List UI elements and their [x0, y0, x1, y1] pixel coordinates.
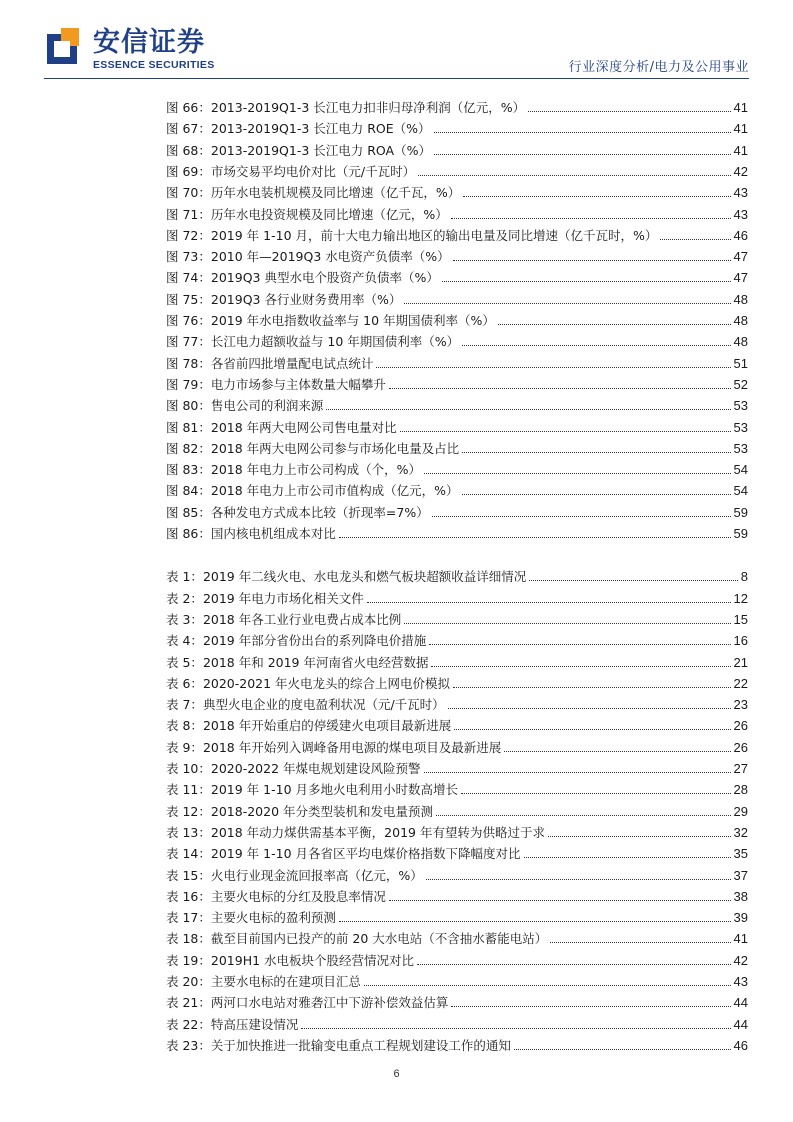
figure-title: 2018 年电力上市公司构成（个，%）	[210, 462, 422, 478]
table-page: 38	[733, 888, 748, 904]
table-entry[interactable]	[166, 735, 748, 756]
dot-leader	[451, 218, 731, 219]
figure-entry[interactable]	[166, 457, 748, 478]
table-label: 表 3：	[166, 611, 203, 627]
table-title: 2019 年部分省份出台的系列降电价措施	[202, 633, 427, 649]
table-entry[interactable]	[166, 607, 748, 628]
figure-label: 图 74：	[166, 270, 211, 286]
table-label: 表 9：	[166, 739, 203, 755]
dot-leader	[418, 175, 730, 176]
table-label: 表 13：	[166, 824, 211, 840]
dot-leader	[463, 196, 730, 197]
table-page: 39	[733, 910, 748, 926]
figure-entry[interactable]	[166, 223, 748, 244]
figure-page: 48	[733, 334, 748, 350]
dot-leader	[451, 1006, 730, 1007]
figure-entry[interactable]	[166, 436, 748, 457]
figure-title: 2019Q3 典型水电个股资产负债率（%）	[210, 270, 439, 286]
figure-page: 59	[733, 526, 748, 541]
dot-leader	[529, 580, 738, 581]
figure-label: 图 76：	[166, 313, 211, 328]
table-title: 2019 年二线火电、水电龙头和燃气板块超额收益详细情况	[202, 569, 527, 585]
dot-leader	[453, 687, 730, 688]
table-label: 表 1：	[166, 569, 203, 585]
table-page: 46	[733, 1037, 748, 1053]
table-page: 29	[733, 803, 748, 819]
table-entry[interactable]	[166, 969, 748, 990]
table-label: 表 22：	[166, 1016, 211, 1032]
table-label: 表 14：	[166, 846, 211, 862]
figure-entry[interactable]	[166, 521, 748, 542]
table-page: 12	[733, 590, 748, 606]
table-label: 表 2：	[166, 590, 203, 606]
table-page: 32	[733, 824, 748, 840]
table-title: 主要火电标的分红及股息率情况	[210, 888, 386, 904]
figure-page: 54	[733, 483, 748, 499]
table-title: 2019 年 1-10 月各省区平均电煤价格指数下降幅度对比	[210, 846, 521, 862]
figure-title: 电力市场参与主体数量大幅攀升	[210, 376, 386, 392]
dot-leader	[462, 452, 730, 453]
table-label: 表 4：	[166, 633, 203, 649]
figure-label: 图 69：	[166, 163, 211, 179]
table-title: 火电行业现金流回报率高（亿元，%）	[210, 867, 423, 883]
figure-label: 图 66：	[166, 100, 211, 115]
table-title: 特高压建设情况	[210, 1016, 299, 1032]
table-page: 41	[733, 931, 748, 947]
figure-entry[interactable]	[166, 478, 748, 499]
table-page: 23	[733, 697, 748, 713]
table-label: 表 10：	[166, 761, 211, 776]
figure-page: 47	[733, 270, 748, 286]
figure-title: 2010 年—2019Q3 水电资产负债率（%）	[210, 249, 450, 265]
dot-leader	[548, 836, 731, 837]
table-entry[interactable]	[166, 905, 748, 926]
table-entry[interactable]	[166, 799, 748, 820]
figure-page: 53	[733, 398, 748, 414]
figure-title: 2018 年两大电网公司参与市场化电量及占比	[210, 440, 460, 456]
dot-leader	[442, 281, 731, 282]
figure-title: 历年水电投资规模及同比增速（亿元，%）	[210, 206, 448, 222]
figure-page: 43	[733, 185, 748, 201]
figure-page: 41	[733, 142, 748, 158]
table-entry[interactable]	[166, 884, 748, 905]
figure-entry[interactable]	[166, 329, 748, 350]
brand-logo	[47, 27, 215, 74]
table-title: 2018-2020 年分类型装机和发电量预测	[210, 803, 433, 819]
report-type: 行业深度分析/电力及公用事业	[568, 60, 749, 75]
figure-page: 53	[733, 419, 748, 435]
figure-label: 图 83：	[166, 462, 211, 478]
table-entry[interactable]	[166, 948, 748, 969]
table-entry[interactable]	[166, 586, 748, 607]
figure-page: 48	[733, 313, 748, 328]
figure-page: 48	[733, 291, 748, 307]
figure-title: 售电公司的利润来源	[210, 398, 324, 414]
figure-label: 图 79：	[166, 376, 211, 392]
figure-title: 2019 年水电指数收益率与 10 年期国债利率（%）	[210, 313, 495, 328]
dot-leader	[660, 239, 730, 240]
dot-leader	[424, 772, 731, 773]
figure-page: 53	[733, 440, 748, 456]
figure-entry[interactable]	[166, 180, 748, 201]
figure-title: 2018 年电力上市公司市值构成（亿元，%）	[210, 483, 459, 499]
table-label: 表 7：	[166, 697, 203, 713]
table-label: 表 23：	[166, 1037, 211, 1053]
dot-leader	[462, 494, 731, 495]
dot-leader	[504, 751, 730, 752]
table-page: 22	[733, 675, 748, 691]
dot-leader	[528, 111, 730, 112]
figure-label: 图 68：	[166, 142, 211, 158]
figure-title: 2013-2019Q1-3 长江电力扣非归母净利润（亿元，%）	[210, 100, 526, 115]
page-number: 6	[393, 1068, 400, 1080]
dot-leader	[367, 602, 731, 603]
figure-label: 图 85：	[166, 504, 211, 520]
dot-leader	[462, 345, 730, 346]
dot-leader	[389, 388, 731, 389]
table-page: 26	[733, 718, 748, 734]
table-label: 表 18：	[166, 931, 211, 947]
table-label: 表 17：	[166, 910, 211, 926]
table-label: 表 15：	[166, 867, 211, 883]
table-label: 表 11：	[166, 782, 211, 798]
table-title: 主要火电标的盈利预测	[210, 910, 336, 926]
table-title: 2018 年和 2019 年河南省火电经营数据	[202, 654, 429, 670]
dot-leader	[389, 900, 731, 901]
figure-entry[interactable]	[166, 244, 748, 265]
header-divider	[44, 78, 749, 79]
figure-label: 图 72：	[166, 227, 211, 243]
figure-title: 2018 年两大电网公司售电量对比	[210, 419, 397, 435]
table-page: 8	[740, 569, 748, 585]
figure-entry[interactable]	[166, 415, 748, 436]
table-page: 15	[733, 611, 748, 627]
dot-leader	[514, 1049, 731, 1050]
figure-page: 59	[733, 504, 748, 520]
dot-leader	[550, 942, 730, 943]
dot-leader	[404, 623, 730, 624]
dot-leader	[417, 964, 731, 965]
dot-leader	[453, 260, 731, 261]
dot-leader	[434, 132, 731, 133]
table-label: 表 5：	[166, 654, 203, 670]
figure-entry[interactable]	[166, 351, 748, 372]
table-label: 表 8：	[166, 718, 203, 734]
dot-leader	[426, 879, 731, 880]
dot-leader	[326, 409, 730, 410]
dot-leader	[400, 431, 731, 432]
figure-label: 图 80：	[166, 398, 211, 414]
table-page: 16	[733, 633, 748, 649]
table-page: 42	[733, 952, 748, 968]
dot-leader	[434, 154, 731, 155]
figure-title: 2019 年 1-10 月，前十大电力输出地区的输出电量及同比增速（亿千瓦时，%）	[210, 227, 658, 243]
table-page: 27	[733, 761, 748, 776]
figure-page: 41	[733, 121, 748, 137]
dot-leader	[498, 324, 731, 325]
table-entry[interactable]	[166, 863, 748, 884]
dot-leader	[339, 537, 731, 538]
table-title: 2018 年开始重启的停缓建火电项目最新进展	[202, 718, 452, 734]
figure-label: 图 70：	[166, 185, 211, 201]
figure-label: 图 81：	[166, 419, 211, 435]
table-page: 28	[733, 782, 748, 798]
figure-label: 图 67：	[166, 121, 211, 137]
table-title: 2018 年各工业行业电费占成本比例	[202, 611, 402, 627]
figure-label: 图 77：	[166, 334, 211, 350]
figure-title: 市场交易平均电价对比（元/千瓦时）	[210, 163, 416, 179]
brand-name-cn: 安信证券	[93, 27, 205, 58]
table-title: 主要水电标的在建项目汇总	[210, 974, 361, 989]
table-page: 26	[733, 739, 748, 755]
table-entry[interactable]	[166, 777, 748, 798]
dot-leader	[429, 644, 730, 645]
figure-label: 图 84：	[166, 483, 211, 499]
table-entry[interactable]	[166, 713, 748, 734]
figure-title: 2013-2019Q1-3 长江电力 ROA（%）	[210, 142, 431, 158]
figure-title: 各省前四批增量配电试点统计	[210, 355, 374, 371]
table-label: 表 12：	[166, 803, 211, 819]
dot-leader	[524, 857, 731, 858]
dot-leader	[461, 793, 731, 794]
table-title: 截至目前国内已投产的前 20 大水电站（不含抽水蓄能电站）	[210, 931, 548, 947]
dot-leader	[376, 367, 730, 368]
figure-title: 长江电力超额收益与 10 年期国债利率（%）	[210, 334, 460, 350]
table-entry[interactable]	[166, 841, 748, 862]
figure-page: 47	[733, 249, 748, 265]
figure-entry[interactable]	[166, 202, 748, 223]
page-header	[0, 0, 793, 80]
table-title: 两河口水电站对雅砻江中下游补偿效益估算	[210, 995, 449, 1011]
figure-page: 52	[733, 376, 748, 392]
table-entry[interactable]	[166, 756, 748, 777]
table-entry[interactable]	[166, 926, 748, 947]
figure-entry[interactable]	[166, 500, 748, 521]
dot-leader	[301, 1028, 730, 1029]
figure-page: 54	[733, 462, 748, 478]
dot-leader	[432, 516, 731, 517]
figure-page: 42	[733, 163, 748, 179]
figure-entry[interactable]	[166, 116, 748, 137]
table-title: 2019 年 1-10 月多地火电利用小时数高增长	[210, 782, 458, 798]
figure-page: 51	[733, 355, 748, 371]
figure-label: 图 78：	[166, 355, 211, 371]
figure-entry[interactable]	[166, 287, 748, 308]
table-label: 表 19：	[166, 952, 211, 968]
table-entry[interactable]	[166, 628, 748, 649]
figure-entry[interactable]	[166, 372, 748, 393]
figure-entry[interactable]	[166, 308, 748, 329]
table-page: 44	[733, 1016, 748, 1032]
table-entry[interactable]	[166, 671, 748, 692]
table-entry[interactable]	[166, 1012, 748, 1033]
table-title: 典型火电企业的度电盈利状况（元/千瓦时）	[202, 697, 445, 713]
brand-name-en: ESSENCE SECURITIES	[93, 59, 215, 71]
table-entry[interactable]	[166, 820, 748, 841]
dot-leader	[424, 473, 730, 474]
figure-label: 图 82：	[166, 440, 211, 456]
table-entry[interactable]	[166, 1033, 748, 1054]
table-title: 2020-2022 年煤电规划建设风险预警	[210, 761, 421, 776]
dot-leader	[436, 815, 731, 816]
figure-label: 图 71：	[166, 206, 211, 222]
table-page: 21	[733, 654, 748, 670]
brand-logo-icon	[47, 28, 87, 68]
figure-title: 国内核电机组成本对比	[210, 526, 336, 541]
table-label: 表 21：	[166, 995, 211, 1011]
figure-label: 图 75：	[166, 291, 211, 307]
figure-page: 43	[733, 206, 748, 222]
table-title: 2019H1 水电板块个股经营情况对比	[210, 952, 415, 968]
table-label: 表 20：	[166, 974, 211, 989]
figure-entry[interactable]	[166, 265, 748, 286]
figure-entry[interactable]	[166, 95, 748, 116]
table-title: 2020-2021 年火电龙头的综合上网电价模拟	[202, 675, 451, 691]
dot-leader	[448, 708, 731, 709]
figure-page: 41	[733, 100, 748, 115]
table-label: 表 6：	[166, 675, 203, 691]
dot-leader	[454, 729, 730, 730]
figure-title: 历年水电装机规模及同比增速（亿千瓦，%）	[210, 185, 461, 201]
figure-entry[interactable]	[166, 159, 748, 180]
figure-page: 46	[733, 227, 748, 243]
table-entry[interactable]	[166, 564, 748, 585]
figure-entry[interactable]	[166, 138, 748, 159]
figure-label: 图 86：	[166, 526, 211, 541]
table-entry[interactable]	[166, 650, 748, 671]
table-title: 2018 年动力煤供需基本平衡，2019 年有望转为供略过于求	[210, 824, 545, 840]
dot-leader	[364, 985, 731, 986]
table-entry[interactable]	[166, 990, 748, 1011]
figure-label: 图 73：	[166, 249, 211, 265]
table-page: 44	[733, 995, 748, 1011]
table-page: 37	[733, 867, 748, 883]
dot-leader	[431, 666, 730, 667]
table-title: 关于加快推进一批输变电重点工程规划建设工作的通知	[210, 1037, 511, 1053]
figure-title: 2013-2019Q1-3 长江电力 ROE（%）	[210, 121, 431, 137]
figure-title: 各种发电方式成本比较（折现率=7%）	[210, 504, 429, 520]
table-title: 2019 年电力市场化相关文件	[202, 590, 364, 606]
figure-title: 2019Q3 各行业财务费用率（%）	[210, 291, 402, 307]
table-title: 2018 年开始列入调峰备用电源的煤电项目及最新进展	[202, 739, 502, 755]
dot-leader	[339, 921, 731, 922]
table-entry[interactable]	[166, 692, 748, 713]
figure-entry[interactable]	[166, 393, 748, 414]
table-page: 43	[733, 974, 748, 989]
table-page: 35	[733, 846, 748, 862]
table-label: 表 16：	[166, 888, 211, 904]
dot-leader	[404, 303, 730, 304]
